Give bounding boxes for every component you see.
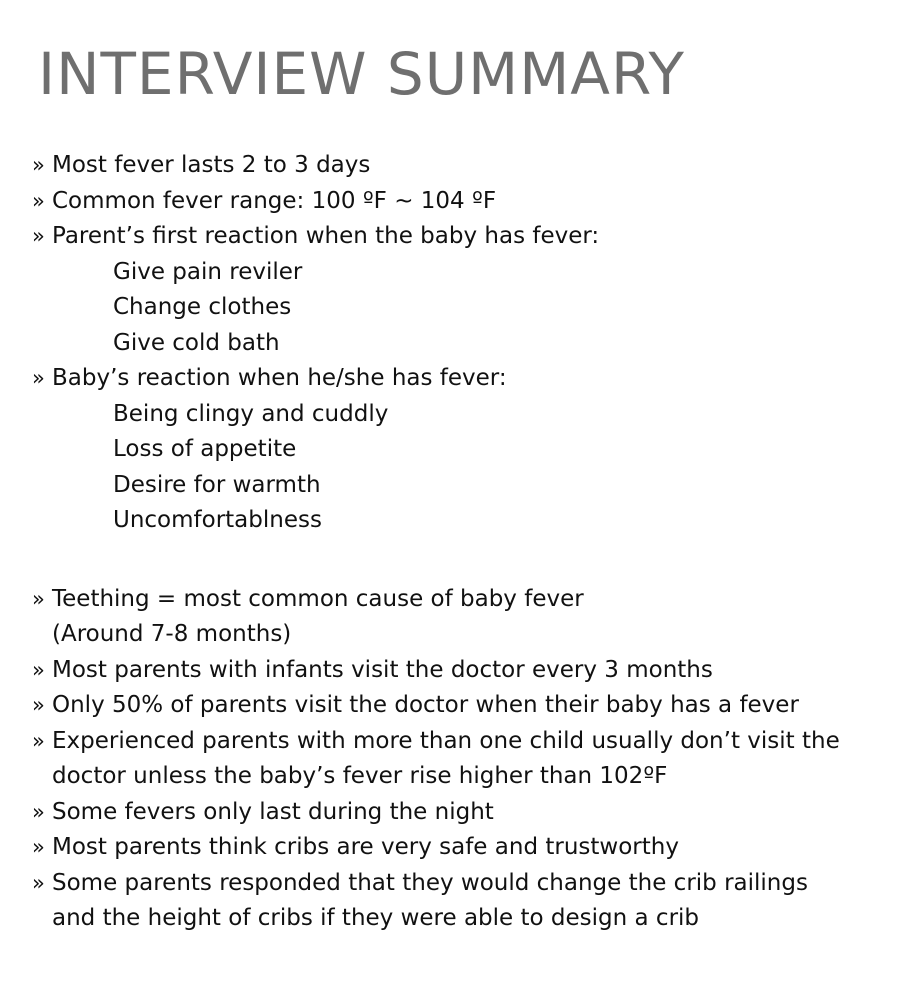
bullet-item — [32, 219, 912, 255]
section-gap — [32, 539, 912, 582]
bullet-icon: » — [32, 728, 45, 753]
bullet-text: Most parents think cribs are very safe and trustworthy — [52, 834, 679, 860]
sub-item-text: Give pain reviler — [113, 258, 303, 285]
bullet-text: Some fevers only last during the night — [52, 798, 494, 825]
bullet-text: Common fever range: 100 ºF ~ 104 ºF — [52, 187, 497, 214]
sub-item — [32, 503, 912, 539]
page-title: INTERVIEW SUMMARY — [38, 40, 685, 108]
bullet-item — [32, 653, 912, 689]
bullet-item — [32, 795, 912, 831]
bullet-icon: » — [32, 835, 45, 859]
bullet-text: Only 50% of parents visit the doctor when their baby has a fever — [52, 692, 799, 718]
bullet-text: Some parents responded that they would change the crib railings — [52, 869, 808, 896]
sub-item — [32, 290, 912, 326]
bullet-item — [32, 830, 912, 866]
bullet-icon: » — [32, 153, 45, 177]
bullet-icon: » — [32, 366, 45, 390]
bullet-icon: » — [32, 870, 45, 895]
bullet-icon: » — [32, 586, 45, 611]
sub-item-text: Desire for warmth — [113, 471, 321, 498]
sub-item-text: Loss of appetite — [113, 436, 297, 462]
bullet-text: Parent’s first reaction when the baby has fever: — [52, 223, 600, 249]
sub-item — [32, 468, 912, 504]
bullet-item — [32, 184, 912, 220]
bullet-text: Teething = most common cause of baby fever — [52, 585, 584, 612]
bullet-continuation — [32, 617, 912, 653]
bullet-icon: » — [32, 799, 45, 824]
bullet-text: Most fever lasts 2 to 3 days — [52, 152, 371, 178]
sub-item — [32, 255, 912, 291]
bullet-continuation — [32, 901, 912, 937]
sub-item-text: Uncomfortablness — [113, 507, 322, 533]
bullet-text: Baby’s reaction when he/she has fever: — [52, 365, 507, 391]
bullet-text: Experienced parents with more than one child usually don’t visit the — [52, 727, 840, 754]
bullet-item — [32, 361, 912, 397]
bullet-continuation — [32, 759, 912, 795]
sub-item — [32, 432, 912, 468]
bullet-text: (Around 7-8 months) — [52, 621, 292, 647]
bullet-text: doctor unless the baby’s fever rise higher than 102ºF — [52, 763, 668, 789]
bullet-item — [32, 582, 912, 618]
bullet-text: and the height of cribs if they were able to design a crib — [52, 905, 700, 931]
bullet-icon: » — [32, 188, 45, 213]
bullet-icon: » — [32, 693, 45, 717]
bullet-icon: » — [32, 224, 45, 248]
sub-item-text: Change clothes — [113, 294, 292, 320]
bullet-item — [32, 866, 912, 902]
bullet-item — [32, 148, 912, 184]
sub-item-text: Being clingy and cuddly — [113, 400, 389, 427]
sub-item-text: Give cold bath — [113, 329, 280, 356]
bullet-icon: » — [32, 657, 45, 682]
bullet-text: Most parents with infants visit the doctor every 3 months — [52, 656, 713, 683]
bullet-item — [32, 688, 912, 724]
summary-content — [32, 148, 912, 937]
sub-item — [32, 397, 912, 433]
sub-item — [32, 326, 912, 362]
bullet-item — [32, 724, 912, 760]
